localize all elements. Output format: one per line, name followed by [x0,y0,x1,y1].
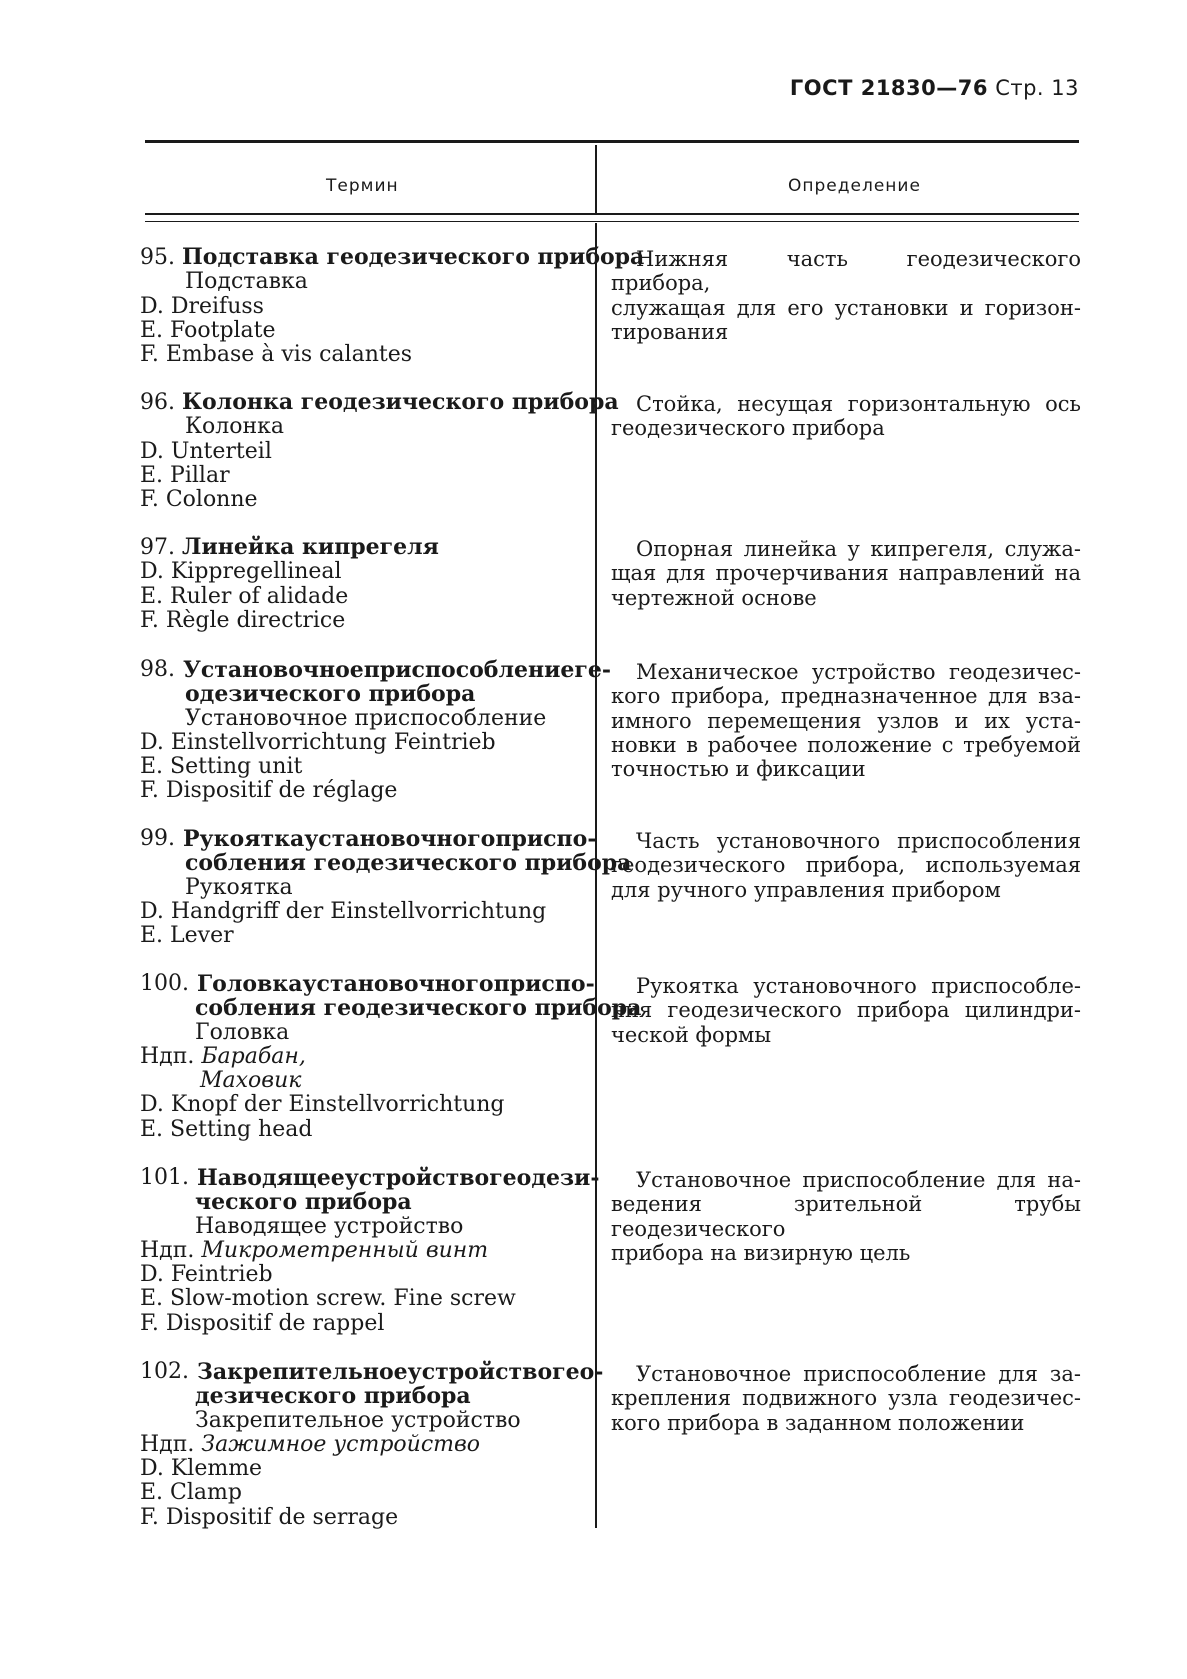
term-title-line [140,244,645,270]
term-title-continuation: собления геодезического прибора [195,995,642,1022]
term-cell [140,535,585,633]
definition-line: Нижняя часть геодезического прибора, [611,247,1081,296]
term-translation: D. Klemme [140,1456,263,1482]
term-cell [140,826,632,949]
term-title-word: устройство [407,1359,553,1385]
standard-number: ГОСТ 21830—76 [789,76,988,100]
term-title [197,1360,603,1384]
term-deprecated [140,1433,585,1457]
term-number: 95. [140,245,175,270]
definition-line: кого прибора, предназначенное для вза- [611,684,1081,709]
term-translation: D. Knopf der Einstellvorrichtung [140,1092,505,1118]
term-deprecated [140,1045,585,1069]
term-synonym: Установочное приспособление [185,705,547,731]
term-synonym: Наводящее устройство [195,1213,464,1239]
term-translation: F. Colonne [140,487,258,513]
table-header-rule [145,213,1079,215]
term-title-word: приспо- [493,971,595,997]
term-title-word: геодези- [489,1165,600,1191]
term-cell [140,971,642,1142]
definition-line: служащая для его установки и горизон- [611,295,1081,320]
definition-line: чертежной основе [611,585,817,610]
term-cell [140,389,619,513]
term-translation: D. Feintrieb [140,1262,273,1288]
definition-line: кого прибора в заданном положении [611,1410,1025,1435]
definition-line: Опорная линейка у кипрегеля, служа- [636,537,1081,561]
term-translation: E. Setting head [140,1116,313,1142]
definition-cell [611,247,1081,344]
term-title [183,658,611,682]
deprecated-term: Зажимное устройство [201,1431,481,1457]
definition-line: Механическое устройство геодезичес- [636,660,1081,684]
definition-line: имного перемещения узлов и их уста- [611,708,1081,733]
term-synonym: Рукоятка [185,874,293,900]
term-title-line [140,971,595,997]
term-title: Подставка геодезического прибора [182,244,645,270]
term-title-word: приспо- [495,826,597,852]
term-translation: D. Dreifuss [140,293,264,319]
definition-line: геодезического прибора [611,416,885,441]
term-title-continuation: дезического прибора [195,1383,471,1410]
deprecated-label: Ндп. [140,1431,202,1457]
definition-line: Установочное приспособление для за- [636,1362,1081,1386]
term-translation: F. Dispositif de rappel [140,1310,385,1336]
definition-line: точностью и фиксации [611,757,866,782]
term-title: Колонка геодезического прибора [182,389,619,415]
term-title-word: Закрепительное [196,1359,408,1385]
term-number: 96. [140,390,175,415]
term-translation: E. Setting unit [140,754,303,780]
deprecated-label: Ндп. [140,1043,202,1069]
term-title-word: Наводящее [196,1165,345,1191]
deprecated-label: Ндп. [140,1237,202,1263]
term-number: 102. [140,1359,189,1384]
term-number: 98. [140,657,175,682]
definition-line: для ручного управления прибором [611,877,1001,902]
term-title-line [140,535,585,560]
deprecated-term: Микрометренный винт [201,1237,489,1263]
term-title-word: устройство [344,1165,490,1191]
definition-cell [611,537,1081,610]
term-translation: D. Handgriff der Einstellvorrichtung [140,898,547,924]
term-title-continuation: ческого прибора [195,1189,412,1216]
definition-line: геодезического прибора, используемая [611,853,1081,878]
definition-line: новки в рабочее положение с требуемой [611,732,1081,757]
term-title-continuation: одезического прибора [185,681,476,708]
definition-line: щая для прочерчивания направлений на [611,561,1081,586]
term-translation: E. Footplate [140,317,276,343]
definition-cell [611,660,1081,781]
term-title-line [140,1165,600,1191]
term-number: 100. [140,971,189,996]
definition-line: ческой формы [611,1022,772,1047]
term-number: 97. [140,535,175,560]
term-translation: F. Règle directrice [140,607,346,633]
term-translation: F. Dispositif de réglage [140,778,398,804]
term-title-line [140,826,597,852]
term-title-word: Головка [196,971,303,997]
term-synonym: Закрепительное устройство [195,1407,521,1433]
term-cell [140,244,645,368]
term-translation: E. Ruler of alidade [140,583,349,609]
table-header-divider [595,145,597,215]
term-translation: F. Embase à vis calantes [140,342,413,368]
definition-line: крепления подвижного узла геодезичес- [611,1386,1081,1411]
definition-line: ния геодезического прибора цилиндри- [611,998,1081,1023]
term-cell [140,657,612,804]
deprecated-term: Барабан, [201,1043,306,1069]
definition-line: Часть установочного приспособления [636,829,1081,853]
definition-cell [611,1168,1081,1265]
term-cell [140,1165,600,1336]
column-header-definition: Определение [788,176,921,196]
term-number: 99. [140,826,175,851]
term-title-word: установочного [302,971,494,997]
term-translation: D. Einstellvorrichtung Feintrieb [140,729,496,755]
term-translation: D. Unterteil [140,438,272,464]
definition-line: Установочное приспособление для на- [636,1168,1081,1192]
term-synonym: Головка [195,1019,290,1045]
term-title-line [140,1359,604,1385]
term-translation: D. Kippregellineal [140,559,342,585]
definition-line: Стойка, несущая горизонтальную ось [636,392,1081,416]
definition-line: Рукоятка установочного приспособле- [636,974,1081,998]
table-top-rule [145,140,1079,143]
term-deprecated [140,1239,585,1263]
definition-line: ведения зрительной трубы геодезического [611,1192,1081,1241]
term-title [197,972,595,996]
term-title [183,827,596,851]
definition-cell [611,392,1081,441]
deprecated-term: Маховик [200,1068,302,1094]
term-synonym: Колонка [185,414,285,440]
term-title-continuation: собления геодезического прибора [185,850,632,877]
term-title-word: Рукоятка [183,826,305,852]
term-number: 101. [140,1165,189,1190]
term-translation: E. Clamp [140,1480,242,1506]
term-title: Линейка кипрегеля [182,534,439,560]
term-cell [140,1359,604,1530]
page-number: Стр. 13 [995,76,1079,100]
term-translation: E. Pillar [140,462,230,488]
term-title-word: приспособление [363,657,575,683]
term-title-word: Установочное [183,657,364,683]
term-translation: E. Lever [140,923,234,949]
term-synonym: Подставка [185,269,308,295]
term-translation: E. Slow-motion screw. Fine screw [140,1286,516,1312]
term-title-word: ге- [574,657,612,683]
column-header-term: Термин [326,176,399,196]
definition-line: прибора на визирную цель [611,1240,911,1265]
page-header [790,76,1079,100]
term-translation: F. Dispositif de serrage [140,1504,399,1530]
table-header-rule-thin [145,221,1079,222]
definition-cell [611,1362,1081,1435]
term-title-line [140,657,612,683]
term-title [197,1166,600,1190]
definition-line: тирования [611,319,729,344]
term-title-word: гео- [552,1359,604,1385]
term-title-line [140,389,619,415]
definition-cell [611,974,1081,1047]
definition-cell [611,829,1081,902]
term-title-word: установочного [304,826,496,852]
